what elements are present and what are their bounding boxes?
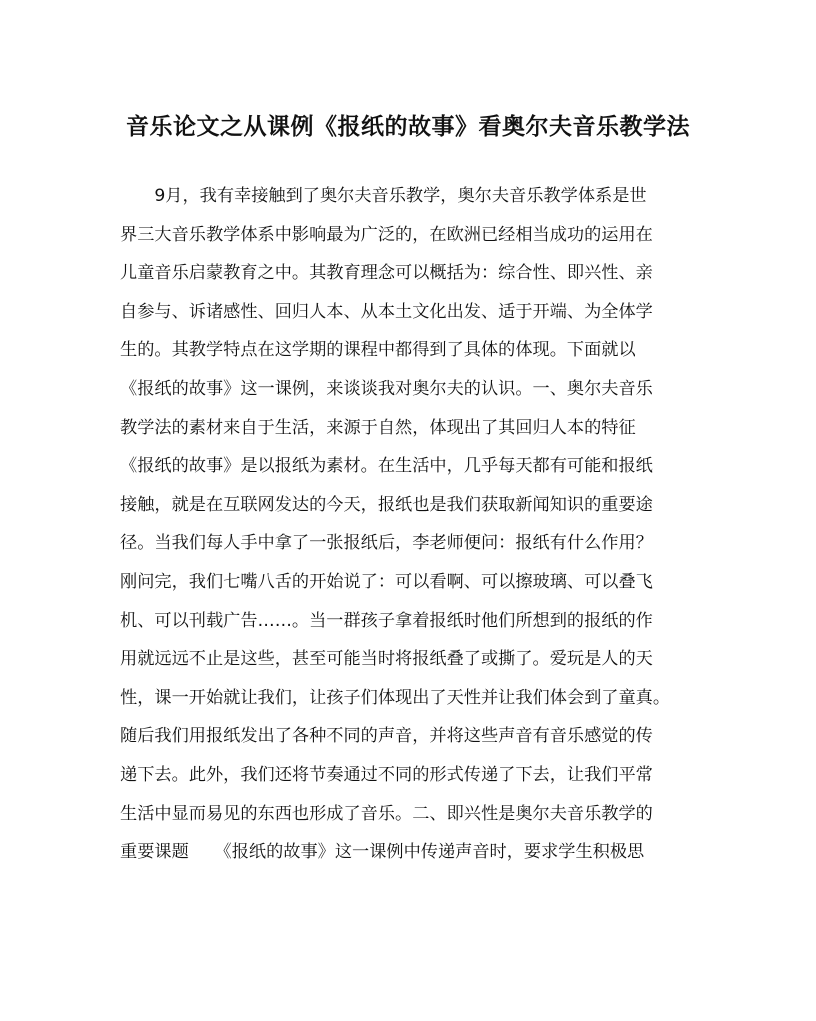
text-line: 接触，就是在互联网发达的今天，报纸也是我们获取新闻知识的重要途 [120,494,653,515]
text-line: 教学法的素材来自于生活，来源于自然，体现出了其回归人本的特征 [120,417,636,438]
text-line: 9月，我有幸接触到了奥尔夫音乐教学，奥尔夫音乐教学体系是世 [120,186,647,206]
text-line: 机、可以刊载广告……。当一群孩子拿着报纸时他们所想到的报纸的作 [120,610,653,631]
text-line: 生的。其教学特点在这学期的课程中都得到了具体的体现。下面就以 [120,340,636,361]
text-line: 界三大音乐教学体系中影响最为广泛的，在欧洲已经相当成功的运用在 [120,224,653,245]
text-line: 刚问完，我们七嘴八舌的开始说了：可以看啊、可以擦玻璃、可以叠飞 [120,571,653,592]
text-line: 生活中显而易见的东西也形成了音乐。二、即兴性是奥尔夫音乐教学的 [120,803,653,824]
text-line: 用就远远不止是这些，甚至可能当时将报纸叠了或撕了。爱玩是人的天 [120,649,653,670]
text-line: 自参与、诉诸感性、回归人本、从本土文化出发、适于开端、为全体学 [120,301,653,322]
text-line: 《报纸的故事》是以报纸为素材。在生活中，几乎每天都有可能和报纸 [120,456,653,477]
text-line: 性，课一开始就让我们，让孩子们体现出了天性并让我们体会到了童真。 [120,687,671,708]
text-line: 递下去。此外，我们还将节奏通过不同的形式传递了下去，让我们平常 [120,764,653,785]
text-line: 儿童音乐启蒙教育之中。其教育理念可以概括为：综合性、即兴性、亲 [120,263,653,284]
text-line: 随后我们用报纸发出了各种不同的声音，并将这些声音有音乐感觉的传 [120,726,653,747]
document-title: 音乐论文之从课例《报纸的故事》看奥尔夫音乐教学法 [126,113,690,140]
text-line: 径。当我们每人手中拿了一张报纸后，李老师便问：报纸有什么作用？ [120,533,653,554]
document-body [120,186,698,881]
text-line: 重要课题 《报纸的故事》这一课例中传递声音时，要求学生积极思 [120,842,645,863]
text-line: 《报纸的故事》这一课例，来谈谈我对奥尔夫的认识。一、奥尔夫音乐 [120,378,653,399]
